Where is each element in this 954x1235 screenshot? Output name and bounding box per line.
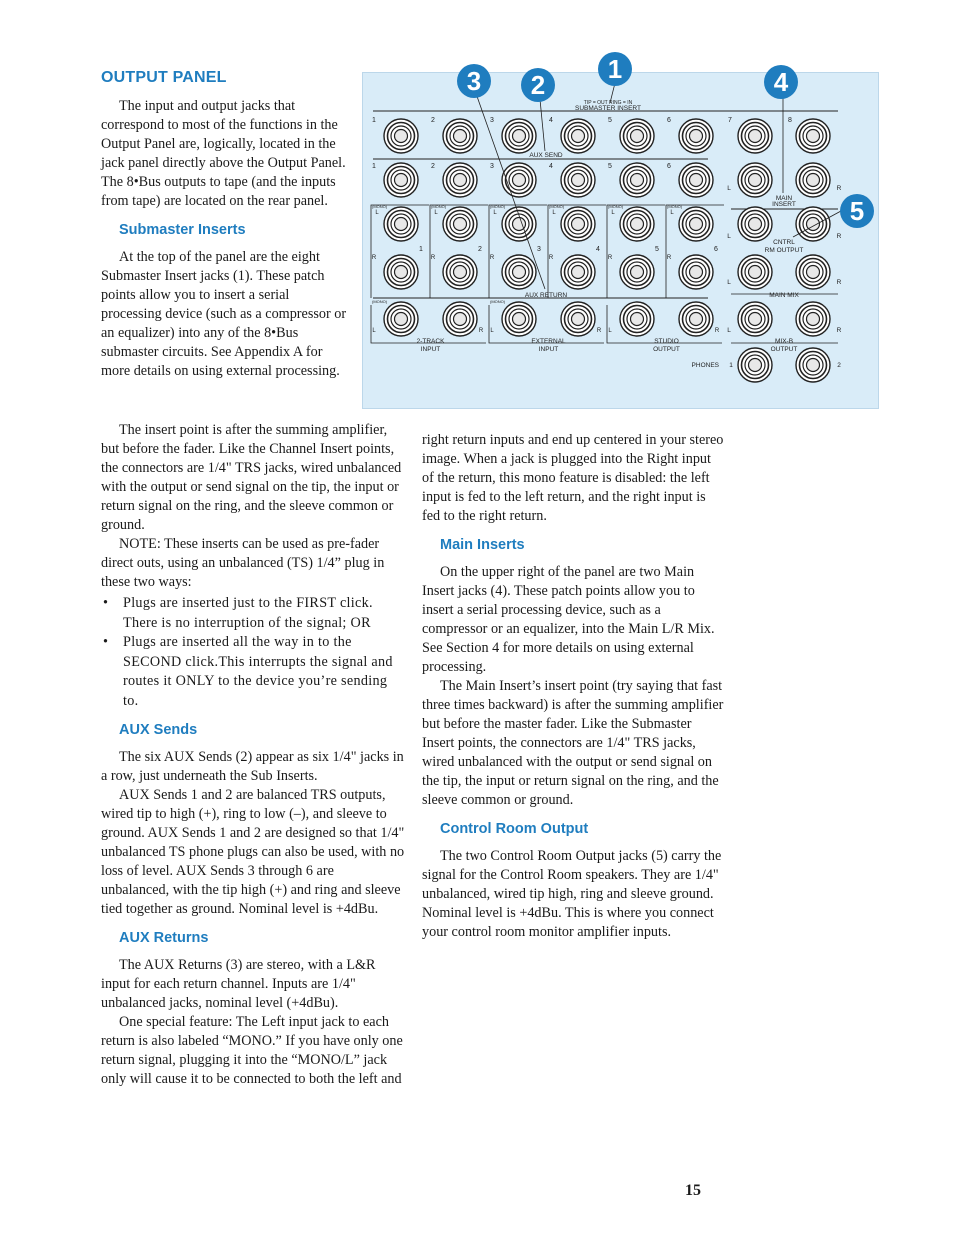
callout-2: 2 — [521, 68, 555, 102]
aux-send-jack-4 — [561, 163, 595, 197]
aux-send-label: AUX SEND — [529, 152, 563, 159]
main-insert-jack-L — [738, 163, 772, 197]
aux-return-number-6: 6 — [714, 246, 718, 253]
aux-return-number-2: 2 — [478, 246, 482, 253]
aux-return-jack-R-3 — [502, 255, 536, 289]
aux-send-jack-3 — [502, 163, 536, 197]
aux-return-mono-4: (MONO) — [549, 204, 565, 209]
callout-5: 5 — [840, 194, 874, 228]
aux-return-L-2: L — [434, 210, 438, 216]
external-mono: (MONO) — [490, 299, 506, 304]
aux-returns-heading: AUX Returns — [119, 930, 209, 946]
mixb-jack-R — [796, 302, 830, 336]
two-track-label-2: INPUT — [420, 346, 441, 353]
aux-send-jack-6 — [679, 163, 713, 197]
submaster-number-7: 7 — [728, 117, 732, 124]
external-label-1: EXTERNAL — [531, 338, 566, 345]
note-bullet-list — [101, 594, 405, 711]
submaster-number-8: 8 — [788, 117, 792, 124]
submaster-number-3: 3 — [490, 117, 494, 124]
aux-return-number-5: 5 — [655, 246, 659, 253]
mixb-label-2: OUTPUT — [770, 346, 798, 353]
submaster-number-5: 5 — [608, 117, 612, 124]
aux-returns-paragraph-1: The AUX Returns (3) are stereo, with a L&R input for each return channel. Inputs are 1/4" unbalanced jacks, nominal level (+4dBu). — [101, 957, 376, 1011]
aux-return-R-6: R — [666, 255, 672, 261]
control-room-paragraph-1: The two Control Room Output jacks (5) carry the signal for the Control Room speakers. They are 1/4" unbalanced, wired tip high, ring and sleeve ground. Nominal level is +4dBu. This is where you connect your control room monitor amplifier inputs. — [422, 848, 722, 940]
aux-return-mono-6: (MONO) — [667, 204, 683, 209]
studio-R: R — [714, 328, 720, 334]
aux-return-L-3: L — [493, 210, 497, 216]
main-insert-R: R — [836, 185, 842, 192]
output-jack-panel-diagram — [362, 72, 879, 409]
two-track-jack-L — [384, 302, 418, 336]
cntrl-L: L — [727, 233, 731, 240]
submaster-jack-3 — [502, 119, 536, 153]
submaster-insert-label: SUBMASTER INSERT — [575, 105, 641, 112]
submaster-heading: Submaster Inserts — [119, 222, 246, 238]
mixb-label-1: MIX-B — [774, 338, 794, 345]
aux-send-number-3: 3 — [490, 163, 494, 170]
aux-send-jack-2 — [443, 163, 477, 197]
page-number: 15 — [685, 1182, 701, 1199]
phones-number-1: 1 — [729, 362, 733, 369]
note-bullet-1: • Plugs are inserted just to the FIRST click. There is no interruption of the signal; OR — [101, 594, 405, 633]
aux-return-R-5: R — [607, 255, 613, 261]
aux-return-jack-R-5 — [620, 255, 654, 289]
submaster-number-6: 6 — [667, 117, 671, 124]
main-insert-L: L — [727, 185, 731, 192]
aux-return-R-1: R — [371, 255, 377, 261]
aux-return-jack-L-2 — [443, 207, 477, 241]
phones-number-2: 2 — [837, 362, 841, 369]
submaster-jack-5 — [620, 119, 654, 153]
mixb-L: L — [727, 327, 731, 334]
main-insert-jack-R — [796, 163, 830, 197]
aux-send-number-4: 4 — [549, 163, 553, 170]
note-bullet-2: • Plugs are inserted all the way in to the SECOND click.This interrupts the signal and routes it ONLY to the device you’re sending to. — [101, 633, 405, 711]
submaster-paragraph-2: The insert point is after the summing amplifier, but before the fader. Like the Channel Insert points, the connectors are 1/4" TRS jacks, wired unbalanced with the output or send signal on the tip, the input or return signal on the ring, and the sleeve common or ground. — [101, 422, 402, 533]
control-room-heading: Control Room Output — [440, 821, 589, 837]
main-mix-jack-L — [738, 255, 772, 289]
cntrl-jack-R — [796, 207, 830, 241]
aux-send-number-5: 5 — [608, 163, 612, 170]
aux-return-number-4: 4 — [596, 246, 600, 253]
submaster-number-1: 1 — [372, 117, 376, 124]
studio-label-1: STUDIO — [654, 338, 679, 345]
aux-return-jack-L-4 — [561, 207, 595, 241]
page-title: OUTPUT PANEL — [101, 69, 227, 86]
main-mix-jack-R — [796, 255, 830, 289]
main-mix-R: R — [836, 279, 842, 286]
phones-jack-1 — [738, 348, 772, 382]
submaster-jack-8 — [796, 119, 830, 153]
two-track-jack-R — [443, 302, 477, 336]
aux-return-L-5: L — [611, 210, 615, 216]
callout-4: 4 — [764, 65, 798, 99]
aux-sends-paragraph-1: The six AUX Sends (2) appear as six 1/4" jacks in a row, just underneath the Sub Inserts. — [101, 749, 404, 784]
submaster-jack-1 — [384, 119, 418, 153]
main-insert-label-1: MAIN — [775, 195, 793, 202]
aux-return-number-3: 3 — [537, 246, 541, 253]
aux-sends-heading: AUX Sends — [119, 722, 198, 738]
main-inserts-heading: Main Inserts — [440, 537, 525, 553]
submaster-jack-2 — [443, 119, 477, 153]
aux-return-mono-2: (MONO) — [431, 204, 447, 209]
aux-return-jack-L-3 — [502, 207, 536, 241]
two-track-L: L — [372, 328, 376, 334]
submaster-paragraph-1: At the top of the panel are the eight Submaster Insert jacks (1). These patch points allow you to insert a serial processing device (such as a compressor or an equalizer) into any of the 8•Bus submaster circuits. See Appendix A for more details on using external processing. — [101, 249, 347, 379]
phones-jack-2 — [796, 348, 830, 382]
two-track-mono: (MONO) — [372, 299, 388, 304]
external-jack-R — [561, 302, 595, 336]
left-column-bottom — [101, 421, 405, 1089]
aux-return-L-6: L — [670, 210, 674, 216]
external-jack-L — [502, 302, 536, 336]
main-inserts-paragraph-1: On the upper right of the panel are two Main Insert jacks (4). These patch points allow you to insert a serial processing device, such as a compressor or an equalizer, into the Main L/R Mix. See Section 4 for more details on using external processing. — [422, 564, 715, 675]
two-track-label-1: 2-TRACK — [416, 338, 445, 345]
cntrl-R: R — [836, 233, 842, 240]
main-inserts-paragraph-2: The Main Insert’s insert point (try saying that fast three times backward) is after the summing amplifier but before the master fader. Like the Submaster Insert points, the connectors are 1/4" TRS jacks, wired unbalanced with the output or send signal on the tip, the input or return signal on the ring, and the sleeve common or ground. — [422, 678, 724, 808]
aux-return-jack-R-1 — [384, 255, 418, 289]
aux-return-mono-5: (MONO) — [608, 204, 624, 209]
external-L: L — [490, 328, 494, 334]
aux-send-number-1: 1 — [372, 163, 376, 170]
main-mix-label: MAIN MIX — [769, 292, 799, 299]
aux-return-L-1: L — [375, 210, 379, 216]
aux-return-R-4: R — [548, 255, 554, 261]
aux-return-R-3: R — [489, 255, 495, 261]
aux-return-jack-L-5 — [620, 207, 654, 241]
phones-label: PHONES — [691, 362, 719, 369]
aux-send-jack-5 — [620, 163, 654, 197]
aux-return-jack-L-1 — [384, 207, 418, 241]
aux-send-number-6: 6 — [667, 163, 671, 170]
submaster-jack-4 — [561, 119, 595, 153]
right-column — [422, 431, 726, 942]
submaster-jack-7 — [738, 119, 772, 153]
aux-return-label: AUX RETURN — [524, 292, 568, 299]
main-mix-L: L — [727, 279, 731, 286]
cntrl-jack-L — [738, 207, 772, 241]
aux-returns-paragraph-3: right return inputs and end up centered in your stereo image. When a jack is plugged into the Right input of the return, this mono feature is disabled: the left input is fed to the left return, and the right input is fed to the right return. — [422, 432, 724, 524]
aux-return-jack-R-4 — [561, 255, 595, 289]
main-insert-label-2: INSERT — [772, 201, 796, 208]
studio-label-2: OUTPUT — [653, 346, 680, 353]
aux-return-mono-3: (MONO) — [490, 204, 506, 209]
left-column-top — [101, 97, 347, 381]
studio-jack-L — [620, 302, 654, 336]
aux-sends-paragraph-2: AUX Sends 1 and 2 are balanced TRS outputs, wired tip to high (+), ring to low (–), and sleeve to ground. AUX Sends 1 and 2 are designed so that 1/4" unbalanced TS phone plugs can also be used, with no loss of level. AUX Sends 3 through 6 are unbalanced, with the tip high (+) and ring and sleeve tied together as ground. Nominal level is +4dBu. — [101, 787, 405, 917]
tip-ring-note: TIP = OUT RING = IN — [583, 100, 633, 106]
submaster-number-2: 2 — [431, 117, 435, 124]
aux-return-L-4: L — [552, 210, 556, 216]
callout-3: 3 — [457, 64, 491, 98]
mixb-jack-L — [738, 302, 772, 336]
cntrl-label-2: RM OUTPUT — [764, 247, 804, 254]
jack-panel-svg — [363, 73, 878, 408]
aux-return-jack-R-6 — [679, 255, 713, 289]
cntrl-label-1: CNTRL — [773, 239, 795, 246]
aux-return-R-2: R — [430, 255, 436, 261]
mixb-R: R — [836, 327, 842, 334]
two-track-R: R — [478, 328, 484, 334]
callout-1: 1 — [598, 52, 632, 86]
external-label-2: INPUT — [538, 346, 559, 353]
aux-return-mono-1: (MONO) — [372, 204, 388, 209]
studio-L: L — [608, 328, 612, 334]
external-R: R — [596, 328, 602, 334]
submaster-jack-6 — [679, 119, 713, 153]
studio-jack-R — [679, 302, 713, 336]
aux-return-jack-R-2 — [443, 255, 477, 289]
aux-send-number-2: 2 — [431, 163, 435, 170]
intro-paragraph: The input and output jacks that correspond to most of the functions in the Output Panel are, logically, located in the jack panel directly above the Output Panel. The 8•Bus outputs to tape (and the inputs from tape) are located on the rear panel. — [101, 98, 346, 209]
submaster-number-4: 4 — [549, 117, 553, 124]
aux-return-jack-L-6 — [679, 207, 713, 241]
aux-send-jack-1 — [384, 163, 418, 197]
submaster-paragraph-3: NOTE: These inserts can be used as pre-fader direct outs, using an unbalanced (TS) 1/4” plug in these two ways: — [101, 536, 385, 590]
aux-return-number-1: 1 — [419, 246, 423, 253]
aux-returns-paragraph-2: One special feature: The Left input jack to each return is also labeled “MONO.” If you have only one return signal, plugging it into the “MONO/L” jack only will cause it to be connected to both the left and — [101, 1014, 403, 1087]
